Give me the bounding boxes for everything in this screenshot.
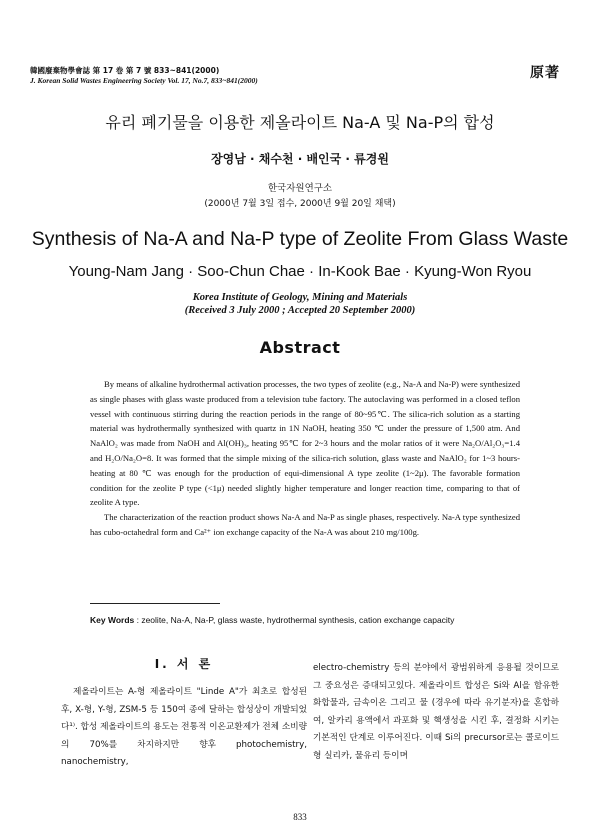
introduction-text-left: 제올라이트는 A-형 제올라이트 "Linde A"가 최초로 합성된 후, X-형, Y-형, ZSM-5 등 150여 종에 달하는 합성상이 개발되었다¹⁾. 합성 제올라이트의 용도는 전통적 이온교환제가 전체 소비량의 70%를 차지하지만 향후 photochemistry, nanochemistry, xyxy=(61,687,307,767)
section-heading-introduction: Ⅰ. 서 론 xyxy=(154,657,214,671)
abstract-paragraph-1: By means of alkaline hydrothermal activation processes, the two types of zeolite (e.g., Na-A and Na-P) were synthesized as single phases with glass waste produced from a television tube factory. The autoclaving was performed in a closed teflon vessel with continuous stirring during the reaction periods in the range of 80~95℃. The silica-rich solution as a starting material was hydrothermally synthesized with quartz in 1N NaOH, heating 350 ℃ under the pressure of 1,500 atm. And NaAlO₂ was made from NaOH and Al(OH)₃, heating 95℃ for 2~3 hours and the molar ratios of it were Na₂O/Al₂O₃=1.4 and H₂O/Na₂O=8. It was formed that the simple mixing of the silica-rich solution, glass waste and NaAlO₂ for 1~3 hours-heating at 80 ℃ was enough for the production of equi-dimensional A type zeolite (1~2μ). The favorable formation condition for the zeolite P type (<1μ) needed slightly higher temperature and longer reaction time, comparing to that of zeolite A type. xyxy=(90,379,520,508)
keywords-label: Key Words xyxy=(90,615,135,625)
title-korean: 유리 폐기물을 이용한 제올라이트 Na-A 및 Na-P의 합성 xyxy=(105,113,495,132)
title-english: Synthesis of Na-A and Na-P type of Zeolite From Glass Waste xyxy=(31,228,569,250)
journal-citation-english: J. Korean Solid Wastes Engineering Society Vol. 17, No.7, 833~841(2000) xyxy=(30,76,258,85)
abstract-paragraph-2: The characterization of the reaction product shows Na-A and Na-P as single phases, respectively. Na-A type synthesized has cubo-octahedral form and Ca²⁺ ion exchange capacity of the Na-A was about 210 mg/100g. xyxy=(90,512,520,537)
institution-korean: 한국자원연구소 xyxy=(267,183,333,194)
keywords-line xyxy=(90,615,530,625)
article-type-label: 原著 xyxy=(530,65,560,81)
introduction-text-right: electro-chemistry 등의 분야에서 광범위하게 응용될 것이므로 그 중요성은 증대되고있다. 제올라이트 합성은 Si와 Al을 함유한 화합물과, 금속이온 그리고 물 (경우에 따라 유기분자)을 혼합하여, 알카리 용액에서 과포화 및 핵생성을 시킨 후, 결정화 시키는 기본적인 단계로 이루어진다. 이때 Si의 precursor로는 콜로이드형 실리카, 물유리 등이며 xyxy=(313,663,559,761)
body-column-right xyxy=(313,660,559,765)
institution-english: Korea Institute of Geology, Mining and Materials xyxy=(192,292,408,303)
body-column-left xyxy=(61,652,307,772)
journal-header xyxy=(30,66,450,86)
page-number: 833 xyxy=(293,812,307,822)
abstract-body xyxy=(90,377,520,540)
keywords-divider xyxy=(90,603,220,604)
authors-english: Young-Nam Jang · Soo-Chun Chae · In-Kook Bae · Kyung-Won Ryou xyxy=(68,263,532,280)
authors-korean: 장영남 · 채수천 · 배인국 · 류경원 xyxy=(211,152,389,166)
dates-korean: (2000년 7월 3일 접수, 2000년 9월 20일 채택) xyxy=(204,199,396,209)
dates-english: (Received 3 July 2000 ; Accepted 20 September 2000) xyxy=(184,305,416,316)
keywords-text: : zeolite, Na-A, Na-P, glass waste, hydrothermal synthesis, cation exchange capacity xyxy=(134,615,455,625)
journal-citation-korean: 韓國廢棄物學會誌 第 17 卷 第 7 號 833~841(2000) xyxy=(30,66,220,75)
abstract-heading: Abstract xyxy=(259,338,341,357)
